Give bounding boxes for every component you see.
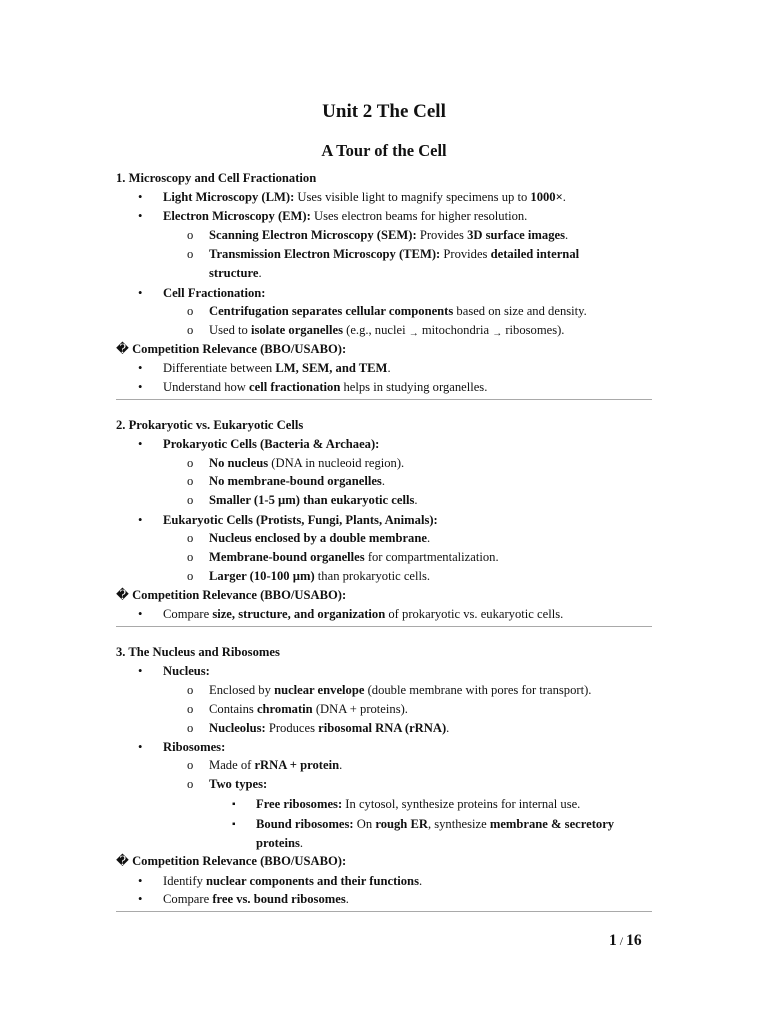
square-bullet-icon: ▪ — [232, 819, 236, 830]
circle-bullet-icon: o — [187, 304, 194, 318]
list-item: Membrane-bound organelles for compartmentalization. — [209, 550, 499, 564]
list-item: Bound ribosomes: On rough ER, synthesize membrane & secretory — [256, 817, 615, 831]
circle-bullet-icon: o — [187, 323, 194, 337]
list-item: Prokaryotic Cells (Bacteria & Archaea): — [163, 437, 380, 451]
bullet-icon: • — [138, 209, 143, 223]
competition-heading: � Competition Relevance (BBO/USABO): — [116, 342, 347, 356]
list-item: Nucleolus: Produces ribosomal RNA (rRNA). — [209, 721, 450, 735]
list-item: Free ribosomes: In cytosol, synthesize proteins for internal use. — [256, 797, 581, 811]
list-item: Centrifugation separates cellular components based on size and density. — [209, 304, 587, 318]
list-item: Transmission Electron Microscopy (TEM): Provides detailed internal — [209, 247, 580, 261]
list-item: Compare free vs. bound ribosomes. — [163, 892, 349, 906]
competition-heading: � Competition Relevance (BBO/USABO): — [116, 588, 347, 602]
competition-heading: � Competition Relevance (BBO/USABO): — [116, 854, 347, 868]
list-item: Identify nuclear components and their functions. — [163, 874, 423, 888]
list-item-continuation: proteins. — [256, 836, 304, 850]
circle-bullet-icon: o — [187, 683, 194, 697]
section-1-heading: 1. Microscopy and Cell Fractionation — [116, 171, 317, 185]
list-item: Light Microscopy (LM): Uses visible light to magnify specimens up to 1000×. — [163, 190, 566, 204]
list-item-continuation: structure. — [209, 266, 262, 280]
list-item: Larger (10-100 µm) than prokaryotic cells. — [209, 569, 431, 583]
bullet-icon: • — [138, 607, 143, 621]
circle-bullet-icon: o — [187, 474, 194, 488]
bullet-icon: • — [138, 513, 143, 527]
list-item: Enclosed by nuclear envelope (double membrane with pores for transport). — [209, 683, 592, 697]
list-item: Used to isolate organelles (e.g., nuclei → mitochondria → ribosomes). — [209, 323, 565, 339]
list-item: Contains chromatin (DNA + proteins). — [209, 702, 408, 716]
list-item: Scanning Electron Microscopy (SEM): Provides 3D surface images. — [209, 228, 569, 242]
section-3-heading: 3. The Nucleus and Ribosomes — [116, 645, 280, 659]
circle-bullet-icon: o — [187, 569, 194, 583]
pin-icon: � — [116, 588, 129, 602]
list-item: Eukaryotic Cells (Protists, Fungi, Plants, Animals): — [163, 513, 438, 527]
bullet-icon: • — [138, 437, 143, 451]
section-divider — [116, 399, 652, 400]
circle-bullet-icon: o — [187, 702, 194, 716]
bullet-icon: • — [138, 892, 143, 906]
circle-bullet-icon: o — [187, 228, 194, 242]
circle-bullet-icon: o — [187, 456, 194, 470]
arrow-icon: → — [408, 328, 419, 339]
list-item: Smaller (1-5 µm) than eukaryotic cells. — [209, 493, 418, 507]
list-item: Cell Fractionation: — [163, 286, 266, 300]
section-divider — [116, 911, 652, 912]
list-item: Compare size, structure, and organization of prokaryotic vs. eukaryotic cells. — [163, 607, 564, 621]
list-item: Two types: — [209, 777, 268, 791]
list-item: Made of rRNA + protein. — [209, 758, 343, 772]
list-item: Ribosomes: — [163, 740, 226, 754]
list-item: Nucleus: — [163, 664, 210, 678]
bullet-icon: • — [138, 190, 143, 204]
pin-icon: � — [116, 342, 129, 356]
page-subtitle: A Tour of the Cell — [321, 141, 447, 160]
list-item: No membrane-bound organelles. — [209, 474, 385, 488]
bullet-icon: • — [138, 380, 143, 394]
bullet-icon: • — [138, 874, 143, 888]
square-bullet-icon: ▪ — [232, 799, 236, 810]
list-item: Understand how cell fractionation helps in studying organelles. — [163, 380, 488, 394]
circle-bullet-icon: o — [187, 721, 194, 735]
circle-bullet-icon: o — [187, 531, 194, 545]
circle-bullet-icon: o — [187, 758, 194, 772]
circle-bullet-icon: o — [187, 493, 194, 507]
bullet-icon: • — [138, 286, 143, 300]
circle-bullet-icon: o — [187, 550, 194, 564]
section-divider — [116, 626, 652, 627]
list-item: Nucleus enclosed by a double membrane. — [209, 531, 431, 545]
section-2-heading: 2. Prokaryotic vs. Eukaryotic Cells — [116, 418, 304, 432]
list-item: No nucleus (DNA in nucleoid region). — [209, 456, 405, 470]
bullet-icon: • — [138, 740, 143, 754]
list-item: Differentiate between LM, SEM, and TEM. — [163, 361, 391, 375]
circle-bullet-icon: o — [187, 247, 194, 261]
arrow-icon: → — [492, 328, 503, 339]
circle-bullet-icon: o — [187, 777, 194, 791]
page-number: 1 / 16 — [609, 932, 642, 949]
pin-icon: � — [116, 854, 129, 868]
list-item: Electron Microscopy (EM): Uses electron beams for higher resolution. — [163, 209, 528, 223]
bullet-icon: • — [138, 361, 143, 375]
bullet-icon: • — [138, 664, 143, 678]
page-title: Unit 2 The Cell — [322, 101, 446, 122]
